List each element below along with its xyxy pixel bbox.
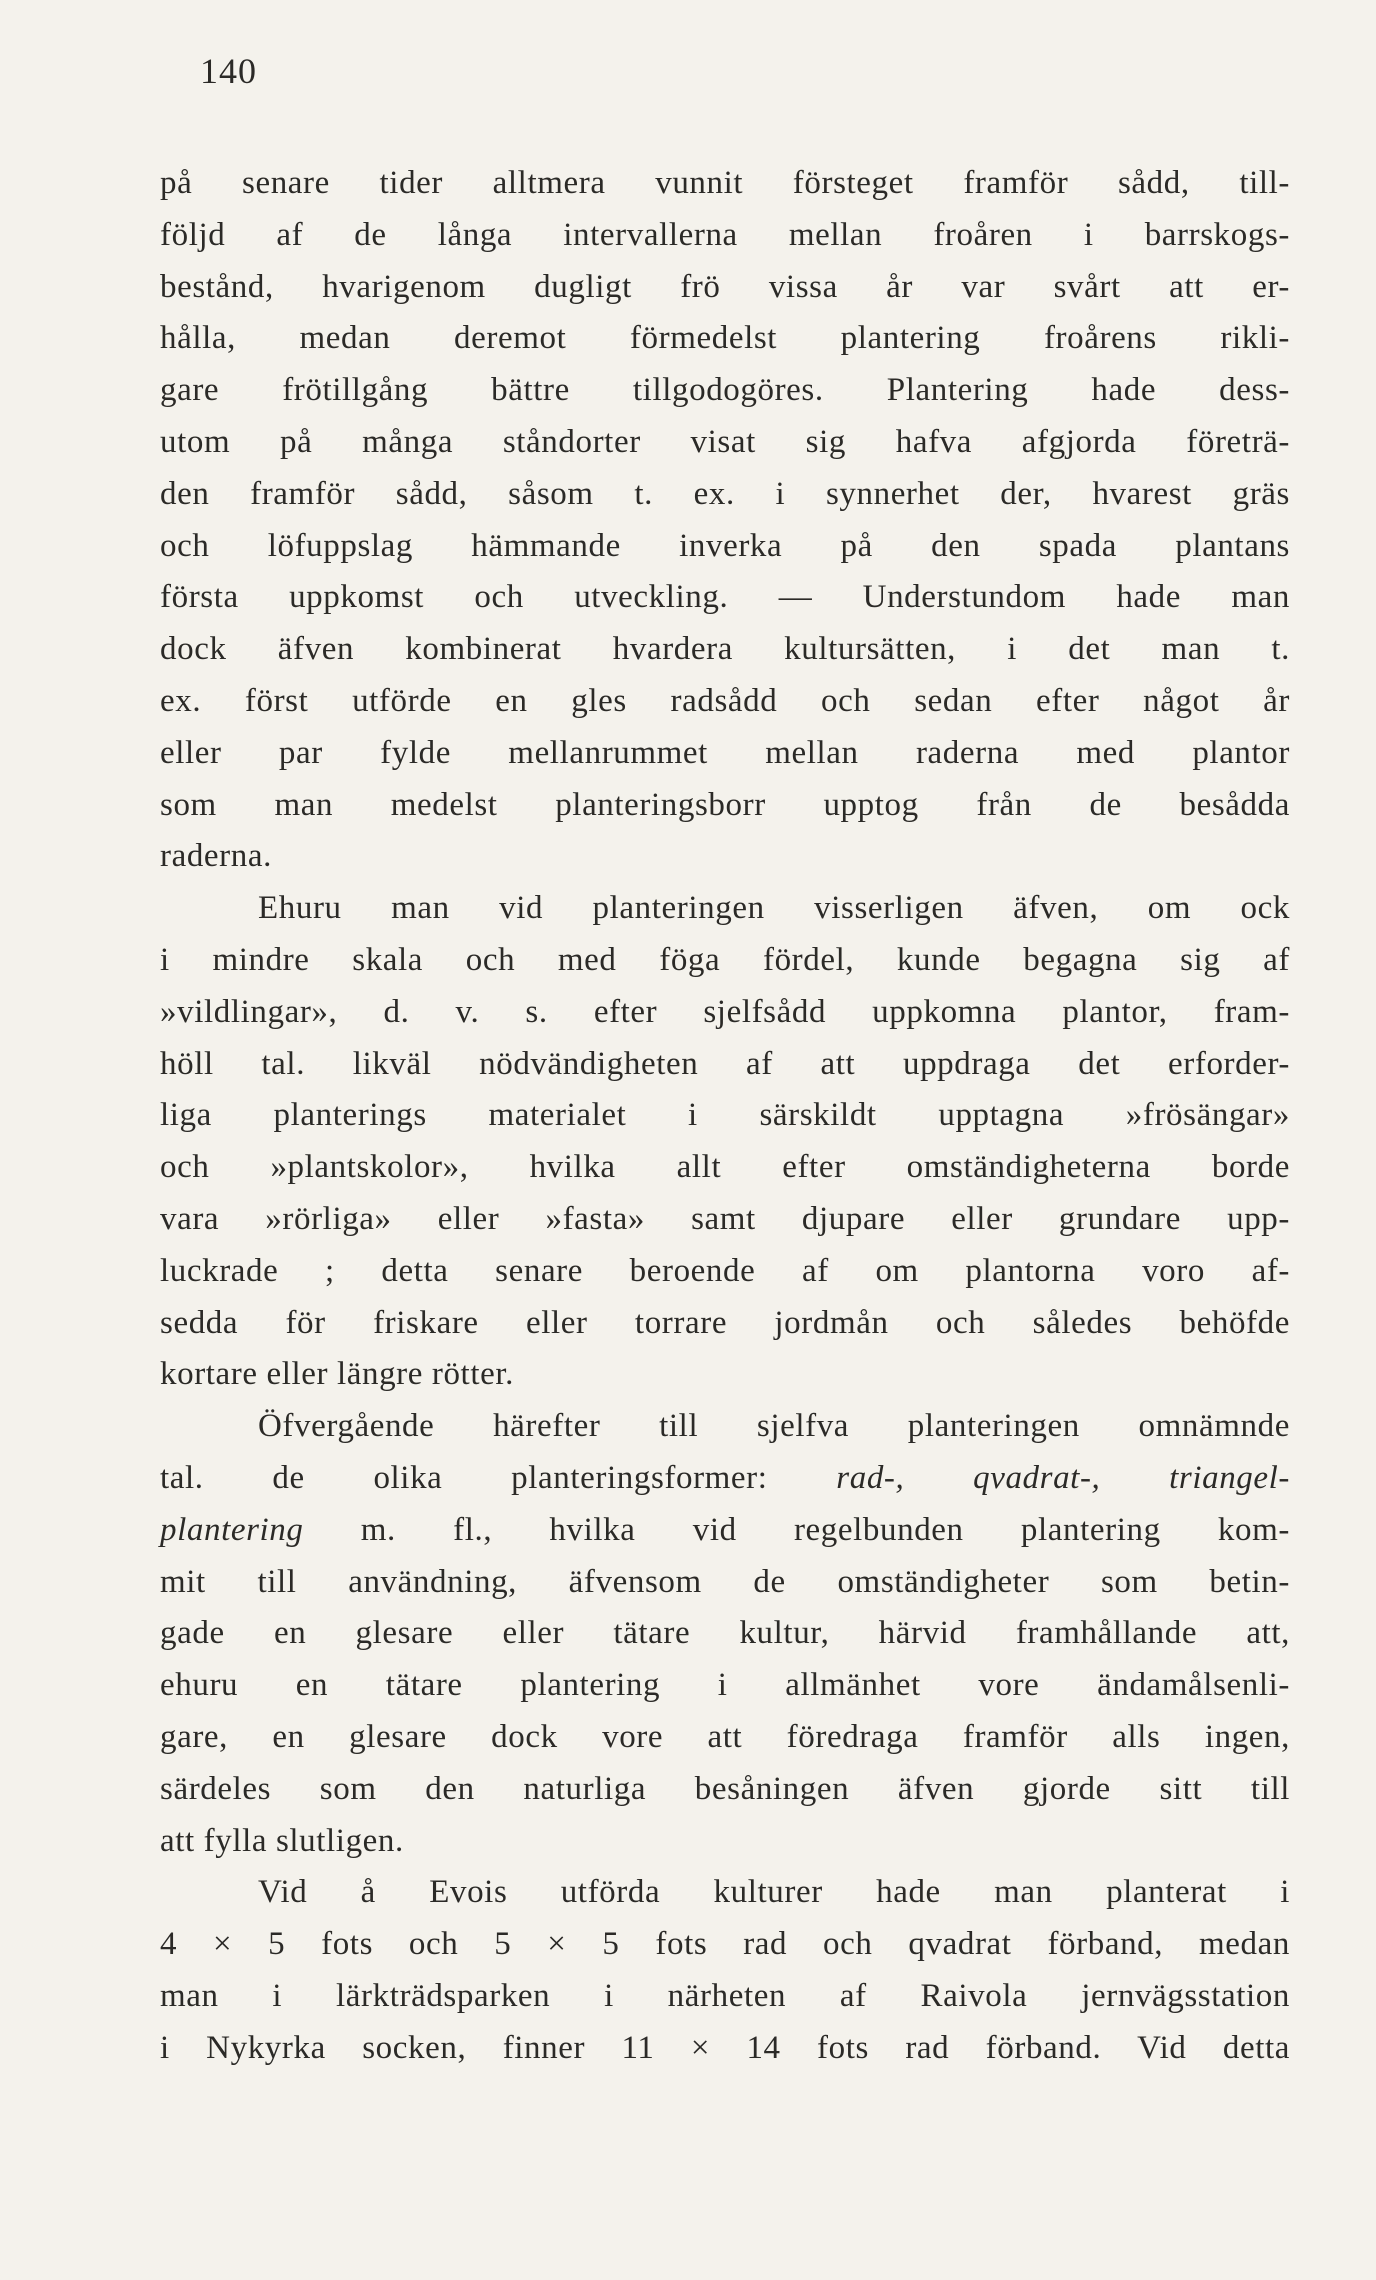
text-line: dock äfven kombinerat hvardera kultursätten, i det man t. (160, 631, 1290, 668)
text-line: Vid å Evois utförda kulturer hade man planterat i (258, 1874, 1290, 1911)
body-text (160, 158, 1290, 2074)
text-line: på senare tider alltmera vunnit försteget framför sådd, till- (160, 165, 1290, 201)
text-segment: tal. de olika planteringsformer: (160, 1459, 837, 1496)
text-line: vara »rörliga» eller »fasta» samt djupare eller grundare upp- (160, 1200, 1290, 1237)
text-line: man i lärkträdsparken i närheten af Raivola jernvägsstation (160, 1977, 1290, 2014)
text-line: följd af de långa intervallerna mellan froåren i barrskogs- (160, 216, 1290, 253)
text-line: sedda för friskare eller torrare jordmån och således behöfde (160, 1304, 1290, 1341)
text-line: bestånd, hvarigenom dugligt frö vissa år var svårt att er- (160, 268, 1290, 305)
text-line: särdeles som den naturliga besåningen äfven gjorde sitt till (160, 1770, 1290, 1807)
page-number: 140 (200, 51, 257, 91)
text-line: raderna. (160, 838, 272, 875)
text-line: liga planterings materialet i särskildt upptagna »frösängar» (160, 1097, 1290, 1134)
text-line: i Nykyrka socken, finner 11 × 14 fots rad förband. Vid detta (160, 2029, 1290, 2066)
text-line: 4 × 5 fots och 5 × 5 fots rad och qvadrat förband, medan (160, 1926, 1290, 1963)
text-line: ehuru en tätare plantering i allmänhet vore ändamålsenli- (160, 1667, 1290, 1704)
text-line (160, 1453, 1290, 1505)
text-line: som man medelst planteringsborr upptog från de besådda (160, 786, 1290, 823)
text-line: och »plantskolor», hvilka allt efter omständigheterna borde (160, 1149, 1290, 1186)
text-line: första uppkomst och utveckling. — Understundom hade man (160, 579, 1290, 616)
text-line: mit till användning, äfvensom de omständigheter som betin- (160, 1563, 1290, 1600)
text-line: och löfuppslag hämmande inverka på den spada plantans (160, 527, 1290, 564)
text-line: gare frötillgång bättre tillgodogöres. Plantering hade dess- (160, 372, 1290, 409)
italic-text: rad-, qvadrat-, triangel- (836, 1459, 1291, 1496)
text-line: luckrade ; detta senare beroende af om plantorna voro af- (160, 1252, 1290, 1289)
text-line: kortare eller längre rötter. (160, 1356, 514, 1393)
text-line: »vildlingar», d. v. s. efter sjelfsådd uppkomna plantor, fram- (160, 993, 1290, 1030)
text-line: ex. först utförde en gles radsådd och sedan efter något år (160, 682, 1290, 719)
italic-text: plantering (160, 1511, 304, 1548)
text-line: den framför sådd, såsom t. ex. i synnerhet der, hvarest gräs (160, 475, 1290, 512)
text-line (160, 1505, 1290, 1557)
text-line: Öfvergående härefter till sjelfva planteringen omnämnde (258, 1408, 1290, 1445)
text-line: gare, en glesare dock vore att föredraga framför alls ingen, (160, 1718, 1290, 1755)
text-line: Ehuru man vid planteringen visserligen äfven, om ock (258, 890, 1290, 927)
text-segment: m. fl., hvilka vid regelbunden plantering kom- (303, 1511, 1290, 1548)
text-line: utom på många ståndorter visat sig hafva afgjorda företrä- (160, 423, 1290, 460)
text-line: i mindre skala och med föga fördel, kunde begagna sig af (160, 941, 1290, 978)
text-line: eller par fylde mellanrummet mellan raderna med plantor (160, 734, 1290, 771)
text-line: hålla, medan deremot förmedelst plantering froårens rikli- (160, 320, 1290, 357)
text-line: att fylla slutligen. (160, 1822, 404, 1859)
text-line: höll tal. likväl nödvändigheten af att uppdraga det erforder- (160, 1045, 1290, 1082)
text-line: gade en glesare eller tätare kultur, härvid framhållande att, (160, 1615, 1290, 1652)
